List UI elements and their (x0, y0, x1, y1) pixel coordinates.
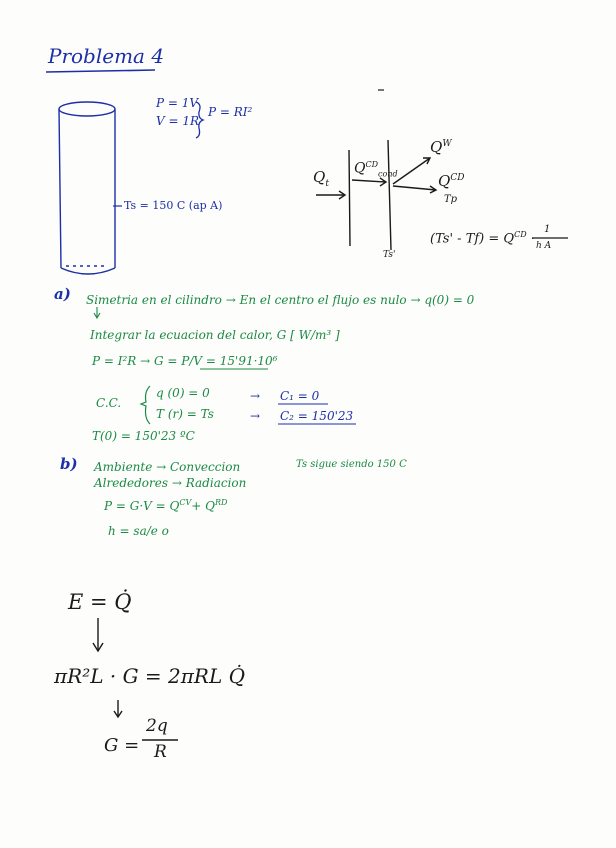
part-b-line1: Ambiente → Conveccion (94, 460, 241, 474)
cc-label: C.C. (96, 396, 122, 410)
part-a-line4: T(0) = 150'23 ºC (92, 429, 195, 443)
q-cd-label (438, 172, 464, 190)
part-a-line1: Simetria en el cilindro → En el centro el flujo es nulo → q(0) = 0 (86, 293, 475, 307)
q-w-symbol: Q (430, 138, 443, 156)
q-cd-sup: CD (450, 173, 465, 183)
fraction-numerator: 1 (544, 224, 551, 235)
cc2-condition: T (r) = Ts (156, 407, 214, 421)
derivation-eq2: πR²L · G = 2πRL Q̇ (54, 664, 245, 688)
derivation-eq3-left: G = (104, 735, 140, 756)
cc2-result: C₂ = 150'23 (280, 409, 354, 423)
part-b-line3-mid: + Q (191, 499, 215, 513)
q-cd-symbol: Q (438, 172, 451, 190)
q-left-symbol: Q (313, 168, 326, 186)
given-relation: P = RI² (208, 105, 253, 119)
page-title: Problema 4 (48, 44, 165, 68)
surface-temp-label: Ts = 150 C (ap A) (124, 199, 223, 212)
ts-prime-label: Ts' (383, 250, 396, 260)
part-a-label: a) (54, 285, 71, 303)
cylinder-sketch (59, 102, 115, 274)
part-b-line3-text: P = G·V = Q (104, 499, 180, 513)
part-b-line3 (104, 498, 227, 513)
q-w-label (430, 138, 452, 156)
q-left-label (313, 168, 329, 189)
part-b-line4: h = sa/e o (108, 524, 169, 538)
tp-label: Tp (444, 194, 458, 205)
formula-sup: CD (514, 230, 527, 239)
wall-diagram (316, 140, 436, 250)
q-cond-label (354, 160, 398, 178)
diagram-formula: $(Ts' - Tf) = Q^{CD}$ · (430, 230, 535, 247)
q-left-sub: t (325, 179, 329, 189)
flow-tick (94, 307, 100, 318)
formula-text: (Ts' - Tf) = Q (430, 231, 515, 247)
part-b-sup1: CV (179, 498, 192, 507)
part-b-label: b) (60, 455, 78, 473)
cc1-result: C₁ = 0 (280, 389, 320, 403)
q-cond-sub: cond (378, 169, 398, 179)
q-cond-sup: CD (365, 160, 379, 169)
part-a-line3: P = I²R → G = P/V = 15'91·10⁶ (92, 354, 278, 368)
given-power: P = 1V (156, 96, 199, 110)
cc1-arrow: → (250, 389, 261, 403)
cc-bracket (141, 386, 150, 424)
derivation-eq3-num: 2q (146, 716, 168, 736)
q-cond-symbol: Q (354, 160, 366, 177)
given-volume: V = 1R (156, 114, 200, 128)
part-a-line2: Integrar la ecuacion del calor, G [ W/m³ ] (90, 328, 340, 342)
cc2-arrow: → (250, 409, 261, 423)
part-b-sup2: RD (214, 498, 228, 507)
fraction-denominator: h A (536, 241, 552, 251)
derivation-eq1: E = Q̇ (68, 590, 132, 614)
title-underline (46, 70, 155, 72)
q-w-sup: W (442, 139, 452, 149)
part-b-line2: Alrededores → Radiacion (94, 476, 247, 490)
derivation-eq3-den: R (154, 742, 167, 762)
part-b-note: Ts sigue siendo 150 C (296, 459, 407, 470)
cc1-condition: q (0) = 0 (156, 386, 210, 400)
